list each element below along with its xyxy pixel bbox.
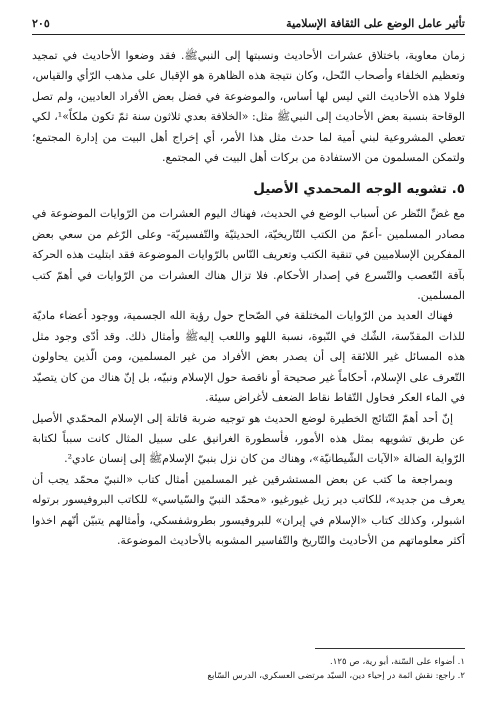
running-header <box>32 12 465 35</box>
body-paragraph: فهناك العديد من الرّوايات المختلقة في الصّحاح حول رؤية الله الجسمية، ووجود أعضاء ماديّة للذات المقدّسة، الشّك في النّبوة، نسبة اللهو واللعب إليهﷺ وأمثال ذلك. وقد أدّى وجود مثل هذه المسائل غير اللائقة إلى أن يصدر بعض الأفراد من غير المسلمين، ومن الّذين يحاولون التّعرف على الإسلام، أحكاماً غير صحيحة أو ناقصة حول الإسلام ونبيّه، بل إنّ هناك من كان يتصيّد في الماء العكر فحاول التّقاط نقاط الضعف لأغراض سيئة. <box>32 309 465 405</box>
header-title: تأثير عامل الوضع على الثقافة الإسلامية <box>286 16 465 30</box>
section-heading: ٥. تشويه الوجه المحمدي الأصيل <box>253 181 465 198</box>
footnote: ١. أضواء على السّنة، أبو رية، ص ١٢٥. <box>330 657 465 667</box>
body-paragraph: إنّ أحد أهمّ النّتائج الخطيرة لوضع الحديث هو توجيه ضربة قاتلة إلى الإسلام المحمّدي الأصيل عن طريق تشويهه بمثل هذه الأمور، فأسطورة الغرانيق على سبيل المثال كانت سبباً لكتابة الرّواية الضالة «الآيات الشّيطانيّة»، وهناك من كان نزل بنبيّ الإسلامﷺ إلى إنسان عادي². <box>32 411 465 466</box>
page-number: ٢٠٥ <box>32 16 50 30</box>
footnotes <box>32 655 465 683</box>
page-body <box>32 46 465 551</box>
body-paragraph: زمان معاوية، باختلاق عشرات الأحاديث ونسبتها إلى النبيﷺ. فقد وضعوا الأحاديث في تمجيد وتعظيم الخلفاء وأصحاب النّحل، وكان نتيجة هذه الظاهرة هو الإقبال على مذهب الرّأي والقياس، فلولا هذه الأحاديث التي ليس لها أساس، والموضوعة في فضل بعض الأفراد العاديين، ولم تصل الوقاحة بنسبة بعض الأحاديث إلى النبيﷺ مثل: «الخلافة بعدي ثلاثون سنة ثمّ تكون ملكاً»¹، لكي تعطي المشروعية لبني أمية لما حدث مثل هذا الأمر، أي إخراج أهل البيت من إدارة المجتمع؛ ولتمكن المسلمون من الاستفادة من بركات أهل البيت في المجتمع. <box>32 49 465 165</box>
footnote: ٢. راجع: نقش ائمة در إحياء دين، السيّد مرتضى العسكري، الدرس السّابع <box>207 671 465 681</box>
body-paragraph: مع غضِّ النّظر عن أسباب الوضع في الحديث، فهناك اليوم العشرات من الرّوايات الموضوعة في مصادر المسلمين -أعمّ من الكتب التّاريخيّة، الحديثيّة والتّفسيريّة- وعلى الرّغم من سعي بعض المفكرين الإسلاميين في تنقية الكتب وتعريف النّاس بالرّوايات الموضوعة فقد ابتليت هذه الحركة بآفة التّعصب والتّسرع في إصدار الأحكام. فلا تزال هناك العشرات من الرّوايات في أهمّ كتب المسلمين. <box>32 207 465 303</box>
body-paragraph: وبمراجعة ما كتب عن بعض المستشرقين غير المسلمين أمثال كتاب «النبيّ محمّد يجب أن يعرف من جديد»، للكاتب دير زيل غيورغيو، «محمّد النبيّ والسّياسي» للكاتب البروفيسور برتوله اشبولر، وكذلك كتاب «الإسلام في إيران» للبروفيسور بطروشفسكي، وأمثالهم يتبيّن أنّهم اخذوا أكثر معلوماتهم من الأحاديث والتّاريخ والتّفاسير المشوبه بالأحاديث الموضوعة. <box>32 472 465 547</box>
footnote-divider <box>315 648 465 649</box>
